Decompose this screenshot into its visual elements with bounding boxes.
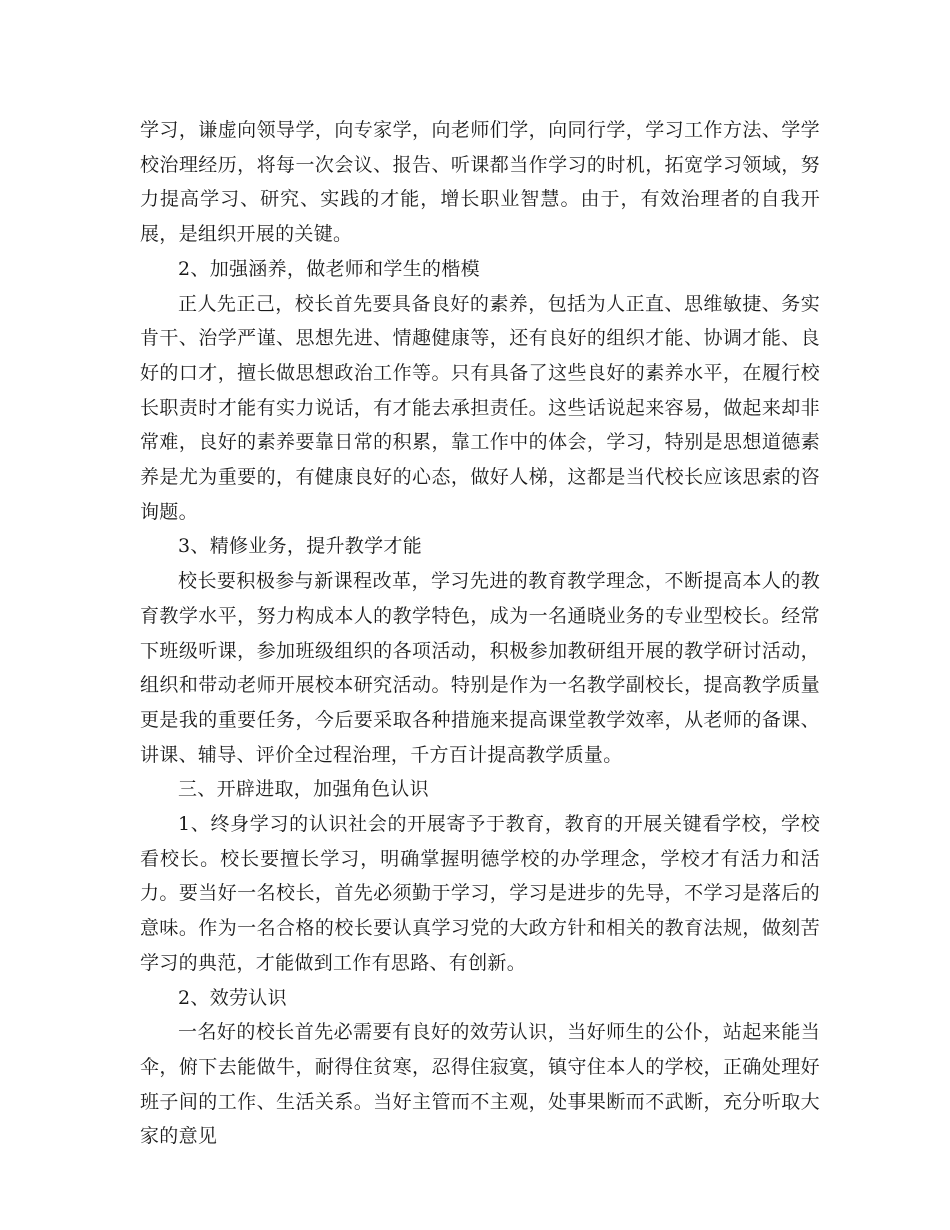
- paragraph-cultivation: 正人先正己，校长首先要具备良好的素养，包括为人正直、思维敏捷、务实肯干、治学严谨、思想先进、情趣健康等，还有良好的组织才能、协调才能、良好的口才，擅长做思想政治工作等。只有具备了这些良好的素养水平，在履行校长职责时才能有实力说话，有才能去承担责任。这些话说起来容易，做起来却非常难，良好的素养要靠日常的积累，靠工作中的体会，学习，特别是思想道德素养是尤为重要的，有健康良好的心态，做好人梯，这都是当代校长应该思索的咨询题。: [140, 292, 820, 523]
- section-heading-2: 2、加强涵养，做老师和学生的楷模: [178, 257, 480, 280]
- paragraph-lifelong-learning: 1、终身学习的认识社会的开展寄予于教育，教育的开展关键看学校，学校看校长。校长要擅长学习，明确掌握明德学校的办学理念，学校才有活力和活力。要当好一名校长，首先必须勤于学习，学习是进步的先导，不学习是落后的意味。作为一名合格的校长要认真学习党的大政方针和相关的教育法规，做刻苦学习的典范，才能做到工作有思路、有创新。: [140, 813, 820, 974]
- paragraph-teaching: 校长要积极参与新课程改革，学习先进的教育教学理念，不断提高本人的教育教学水平，努力构成本人的教学特色，成为一名通晓业务的专业型校长。经常下班级听课，参加班级组织的各项活动，积极参加教研组开展的教学研讨活动，组织和带动老师开展校本研究活动。特别是作为一名教学副校长，提高教学质量更是我的重要任务，今后要采取各种措施来提高课堂教学效率，从老师的备课、讲课、辅导、评价全过程治理，千方百计提高教学质量。: [140, 570, 820, 766]
- section-heading-service: 2、效劳认识: [178, 986, 287, 1009]
- paragraph-service: 一名好的校长首先必需要有良好的效劳认识，当好师生的公仆，站起来能当伞，俯下去能做牛，耐得住贫寒，忍得住寂寞，镇守住本人的学校，正确处理好班子间的工作、生活关系。当好主管而不主观，处事果断而不武断，充分听取大家的意见: [140, 1021, 820, 1148]
- paragraph-continued: 学习，谦虚向领导学，向专家学，向老师们学，向同行学，学习工作方法、学学校治理经历，将每一次会议、报告、听课都当作学习的时机，拓宽学习领域，努力提高学习、研究、实践的才能，增长职业智慧。由于，有效治理者的自我开展，是组织开展的关键。: [140, 119, 820, 246]
- section-heading-part-3: 三、开辟进取，加强角色认识: [178, 778, 429, 801]
- section-heading-3: 3、精修业务，提升教学才能: [178, 535, 422, 558]
- document-body: [140, 113, 820, 1154]
